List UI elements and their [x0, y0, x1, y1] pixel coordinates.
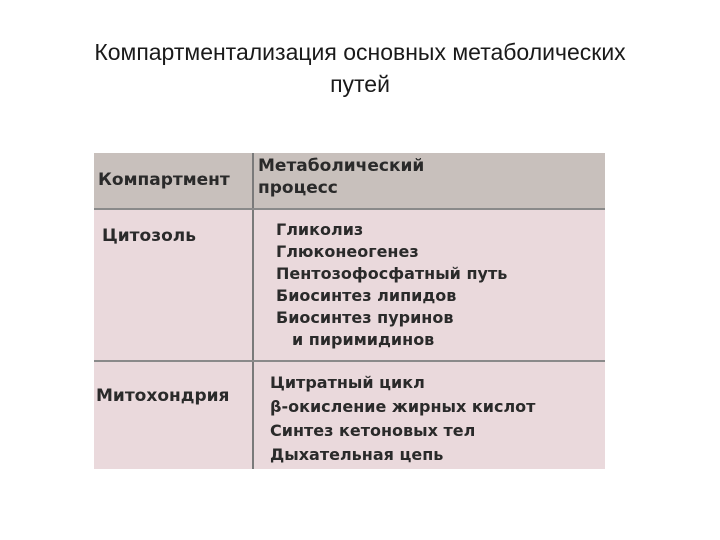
process-item: Цитратный цикл	[270, 373, 425, 392]
header-compartment: Компартмент	[98, 170, 230, 190]
title-line-2: путей	[330, 71, 390, 97]
compartment-mitochondria: Митохондрия	[96, 386, 230, 406]
header-row-divider	[94, 208, 605, 210]
process-item: Биосинтез пуринов	[276, 308, 454, 327]
header-process	[258, 155, 424, 199]
process-item: β-окисление жирных кислот	[270, 397, 536, 416]
header-process-line-1: Метаболический	[258, 156, 425, 176]
process-item: Пентозофосфатный путь	[276, 264, 508, 283]
compartment-cytosol: Цитозоль	[102, 226, 196, 246]
process-item: Дыхательная цепь	[270, 445, 444, 464]
table-header	[94, 153, 605, 208]
process-item: Биосинтез липидов	[276, 286, 457, 305]
process-item: Синтез кетоновых тел	[270, 421, 476, 440]
process-item: и пиримидинов	[292, 330, 435, 349]
header-process-line-2: процесс	[258, 178, 338, 198]
row-divider	[94, 360, 605, 362]
process-item: Гликолиз	[276, 220, 364, 239]
slide-title	[40, 36, 680, 100]
compartment-table	[94, 153, 605, 469]
process-item: Глюконеогенез	[276, 242, 419, 261]
column-divider	[252, 153, 254, 469]
title-line-1: Компартментализация основных метаболических	[94, 39, 626, 65]
process-list-mitochondria	[270, 371, 535, 467]
process-list-cytosol	[276, 219, 507, 351]
